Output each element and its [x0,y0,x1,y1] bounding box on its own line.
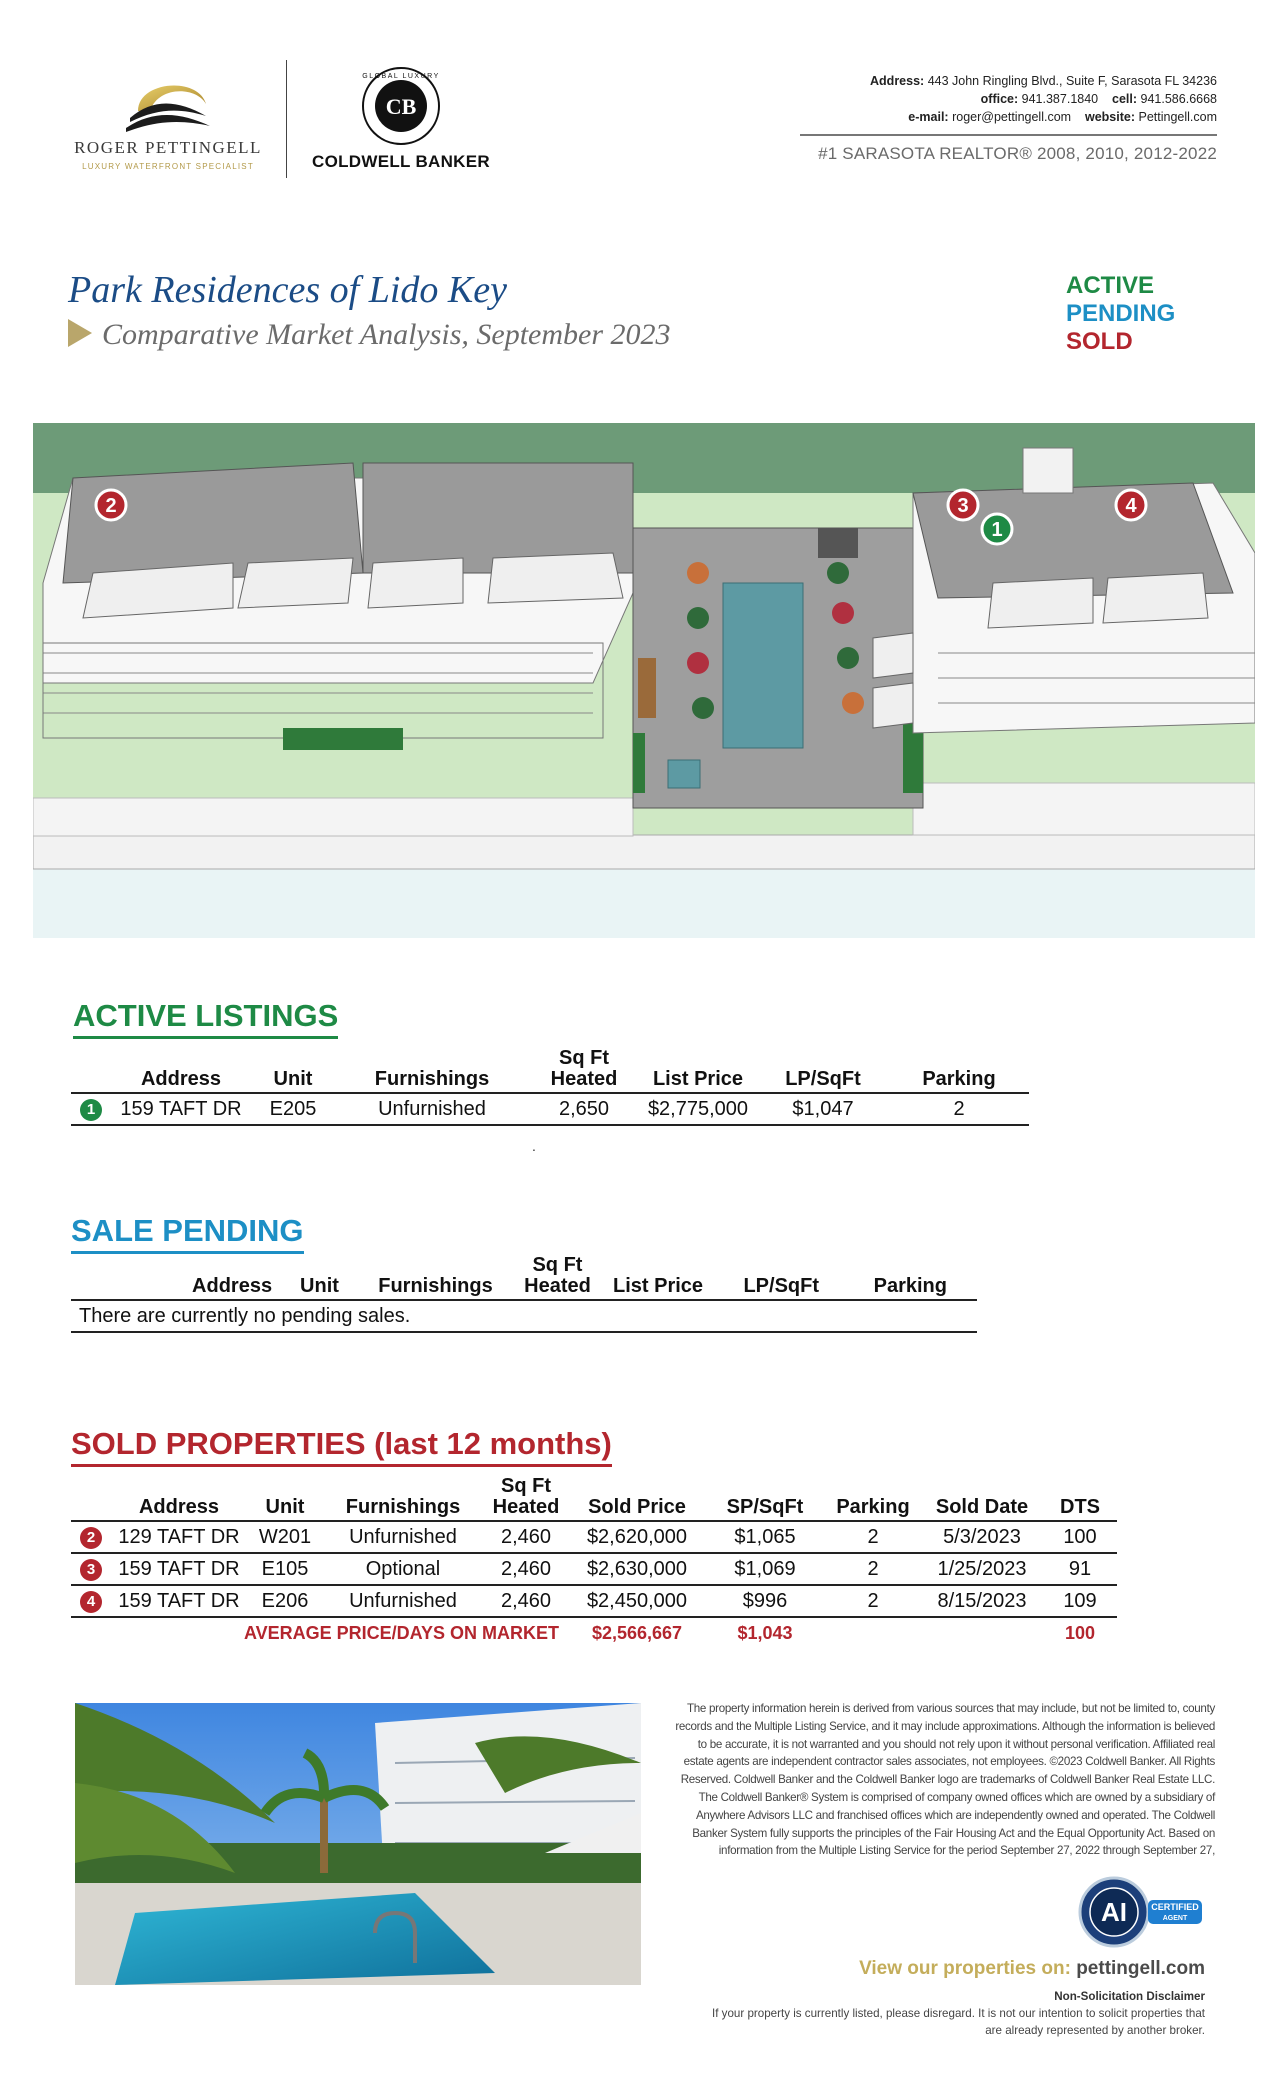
cell-address: 159 TAFT DR [111,1553,247,1585]
listing-number-badge: 1 [80,1099,102,1121]
table-header-row [71,1048,1029,1093]
coldwell-banker-logo [306,66,496,176]
cell-furnishings: Optional [323,1553,483,1585]
col-dts: DTS [1043,1476,1117,1521]
legend-sold: SOLD [1066,328,1133,355]
cell-dts: 91 [1043,1553,1117,1585]
ai-badge-text: AI [1101,1897,1127,1927]
wave-logo-icon [68,66,268,136]
brand-tagline: LUXURY WATERFRONT SPECIALIST [82,162,254,171]
header-divider [286,60,287,178]
col-sqft-heated: Sq Ft Heated [518,1255,597,1300]
table-row [71,1093,1029,1125]
listing-number-badge: 4 [80,1591,102,1613]
cell-parking: 2 [825,1553,921,1585]
col-furnishings: Furnishings [353,1255,518,1300]
cb-seal-icon [306,66,496,150]
cb-ring-text: GLOBAL LUXURY [362,73,440,80]
cell-label: cell: [1112,92,1138,106]
col-sold-date: Sold Date [921,1476,1043,1521]
cell-address: 129 TAFT DR [111,1521,247,1553]
listing-number-badge: 2 [80,1527,102,1549]
cell-date: 1/25/2023 [921,1553,1043,1585]
cell-sqft: 2,650 [529,1093,639,1125]
cell-dts: 100 [1043,1521,1117,1553]
non-solicitation-text: If your property is currently listed, please disregard. It is not our intention to solicit properties that are already represented by another broker. [712,2007,1205,2037]
view-properties-label: View our properties on: [859,1958,1071,1979]
view-properties [859,1958,1205,1980]
cell-furnishings: Unfurnished [323,1521,483,1553]
col-address: Address [111,1048,251,1093]
col-furnishings: Furnishings [323,1476,483,1521]
cell-per-sqft: $1,065 [705,1521,825,1553]
cell-value: 941.586.6668 [1140,92,1217,106]
site-marker-3 [948,490,978,520]
no-pending-message: There are currently no pending sales. [71,1300,977,1332]
cb-monogram: CB [385,94,417,119]
col-sqft-heated: Sq Ft Heated [483,1476,569,1521]
office-label: office: [980,92,1019,106]
average-dts: 100 [1064,1622,1096,1643]
average-label: AVERAGE PRICE/DAYS ON MARKET [243,1622,559,1643]
col-parking: Parking [889,1048,1029,1093]
contact-block [870,72,1217,126]
cell-sqft: 2,460 [483,1553,569,1585]
page-title: Park Residences of Lido Key [68,269,508,311]
cell-date: 8/15/2023 [921,1585,1043,1617]
average-row [71,1617,1117,1648]
col-list-price: List Price [639,1048,757,1093]
svg-text:2: 2 [105,495,117,517]
cell-furnishings: Unfurnished [335,1093,529,1125]
ai-badge-agent: AGENT [1162,1915,1188,1922]
col-list-price: List Price [597,1255,719,1300]
col-unit: Unit [251,1048,335,1093]
contact-rule [800,134,1217,136]
cell-per-sqft: $1,069 [705,1553,825,1585]
cell-per-sqft: $996 [705,1585,825,1617]
stray-mark: . [532,1138,536,1154]
cell-address: 159 TAFT DR [111,1585,247,1617]
non-solicitation-heading: Non-Solicitation Disclaimer [1054,1990,1205,2003]
cell-per-sqft: $1,047 [757,1093,889,1125]
non-solicitation [705,1988,1205,2039]
cell-furnishings: Unfurnished [323,1585,483,1617]
website-link[interactable]: Pettingell.com [1138,110,1217,124]
col-sold-price: Sold Price [569,1476,705,1521]
website-label: website: [1084,110,1135,124]
cell-unit: E206 [247,1585,323,1617]
page-subtitle [68,318,671,352]
email-label: e-mail: [908,110,949,124]
sold-properties-heading: SOLD PROPERTIES (last 12 months) [71,1426,612,1467]
cell-price: $2,620,000 [569,1521,705,1553]
cell-price: $2,775,000 [639,1093,757,1125]
active-listings-table [71,1048,1029,1126]
cell-sqft: 2,460 [483,1585,569,1617]
col-parking: Parking [844,1255,977,1300]
col-address: Address [178,1255,286,1300]
cell-address: 159 TAFT DR [111,1093,251,1125]
table-header-row [71,1255,977,1300]
rp-logo [68,66,268,176]
col-parking: Parking [825,1476,921,1521]
col-furnishings: Furnishings [335,1048,529,1093]
sold-properties-table [71,1476,1117,1648]
table-row [71,1300,977,1332]
sale-pending-heading: SALE PENDING [71,1213,304,1254]
legend-active: ACTIVE [1066,272,1155,299]
col-address: Address [111,1476,247,1521]
table-row [71,1553,1117,1585]
cb-name: COLDWELL BANKER [312,152,490,171]
cell-date: 5/3/2023 [921,1521,1043,1553]
site-marker-4 [1116,490,1146,520]
cell-parking: 2 [825,1585,921,1617]
cell-sqft: 2,460 [483,1521,569,1553]
active-listings-heading: ACTIVE LISTINGS [73,998,338,1039]
listing-number-badge: 3 [80,1559,102,1581]
status-legend [1066,272,1175,356]
cell-price: $2,630,000 [569,1553,705,1585]
office-value: 941.387.1840 [1021,92,1099,106]
col-lp-sqft: LP/SqFt [757,1048,889,1093]
col-lp-sqft: LP/SqFt [719,1255,844,1300]
col-unit: Unit [286,1255,353,1300]
table-row [71,1585,1117,1617]
address-label: Address: [870,74,925,88]
cell-unit: E205 [251,1093,335,1125]
pool-photo [75,1703,641,1985]
site-plan-rendering [33,423,1255,938]
legal-disclaimer: The property information herein is derived from various sources that may include, but not be limited to, county records and the Multiple Listing Service, and it may include approximations. Although the information is believed to be accurate, it is not warranted and you should not rely upon it without personal verification. Affiliated real estate agents are independent contractor sales associates, not employees. ©2023 Coldwell Banker. All Rights Reserved. Coldwell Banker and the Coldwell Banker logo are trademarks of Coldwell Banker Real Estate LLC. The Coldwell Banker® System is comprised of company owned offices which are owned by a subsidiary of Anywhere Advisors LLC and franchised offices which are independently owned and operated. The Coldwell Banker System fully supports the principles of the Fair Housing Act and the Equal Opportunity Act. Based on information from the Multiple Listing Service for the period September 27, 2022 through September 27, [675,1702,1215,1858]
average-per-sqft: $1,043 [737,1622,793,1643]
site-marker-1 [982,514,1012,544]
svg-text:3: 3 [957,495,969,517]
brand-name: ROGER PETTINGELL [74,138,262,157]
svg-text:4: 4 [1125,495,1137,517]
table-header-row [71,1476,1117,1521]
col-sp-sqft: SP/SqFt [705,1476,825,1521]
email-link[interactable]: roger@pettingell.com [952,110,1072,124]
table-row [71,1521,1117,1553]
svg-text:1: 1 [991,519,1003,541]
cell-unit: E105 [247,1553,323,1585]
cell-dts: 109 [1043,1585,1117,1617]
cell-price: $2,450,000 [569,1585,705,1617]
address-value: 443 John Ringling Blvd., Suite F, Sarasota FL 34236 [927,74,1217,88]
col-sqft-heated: Sq Ft Heated [529,1048,639,1093]
cell-parking: 2 [889,1093,1029,1125]
col-unit: Unit [247,1476,323,1521]
ai-certified-agent-badge [1078,1876,1206,1948]
ai-badge-certified: CERTIFIED [1151,1902,1199,1912]
play-triangle-icon [68,319,92,347]
cell-unit: W201 [247,1521,323,1553]
cell-parking: 2 [825,1521,921,1553]
realtor-award-line: #1 SARASOTA REALTOR® 2008, 2010, 2012-2022 [818,144,1217,163]
subtitle-text: Comparative Market Analysis, September 2023 [102,318,671,351]
site-marker-2 [96,490,126,520]
average-price: $2,566,667 [591,1622,683,1643]
pettingell-link[interactable]: pettingell.com [1076,1958,1205,1979]
sale-pending-table [71,1255,977,1333]
legend-pending: PENDING [1066,300,1176,327]
